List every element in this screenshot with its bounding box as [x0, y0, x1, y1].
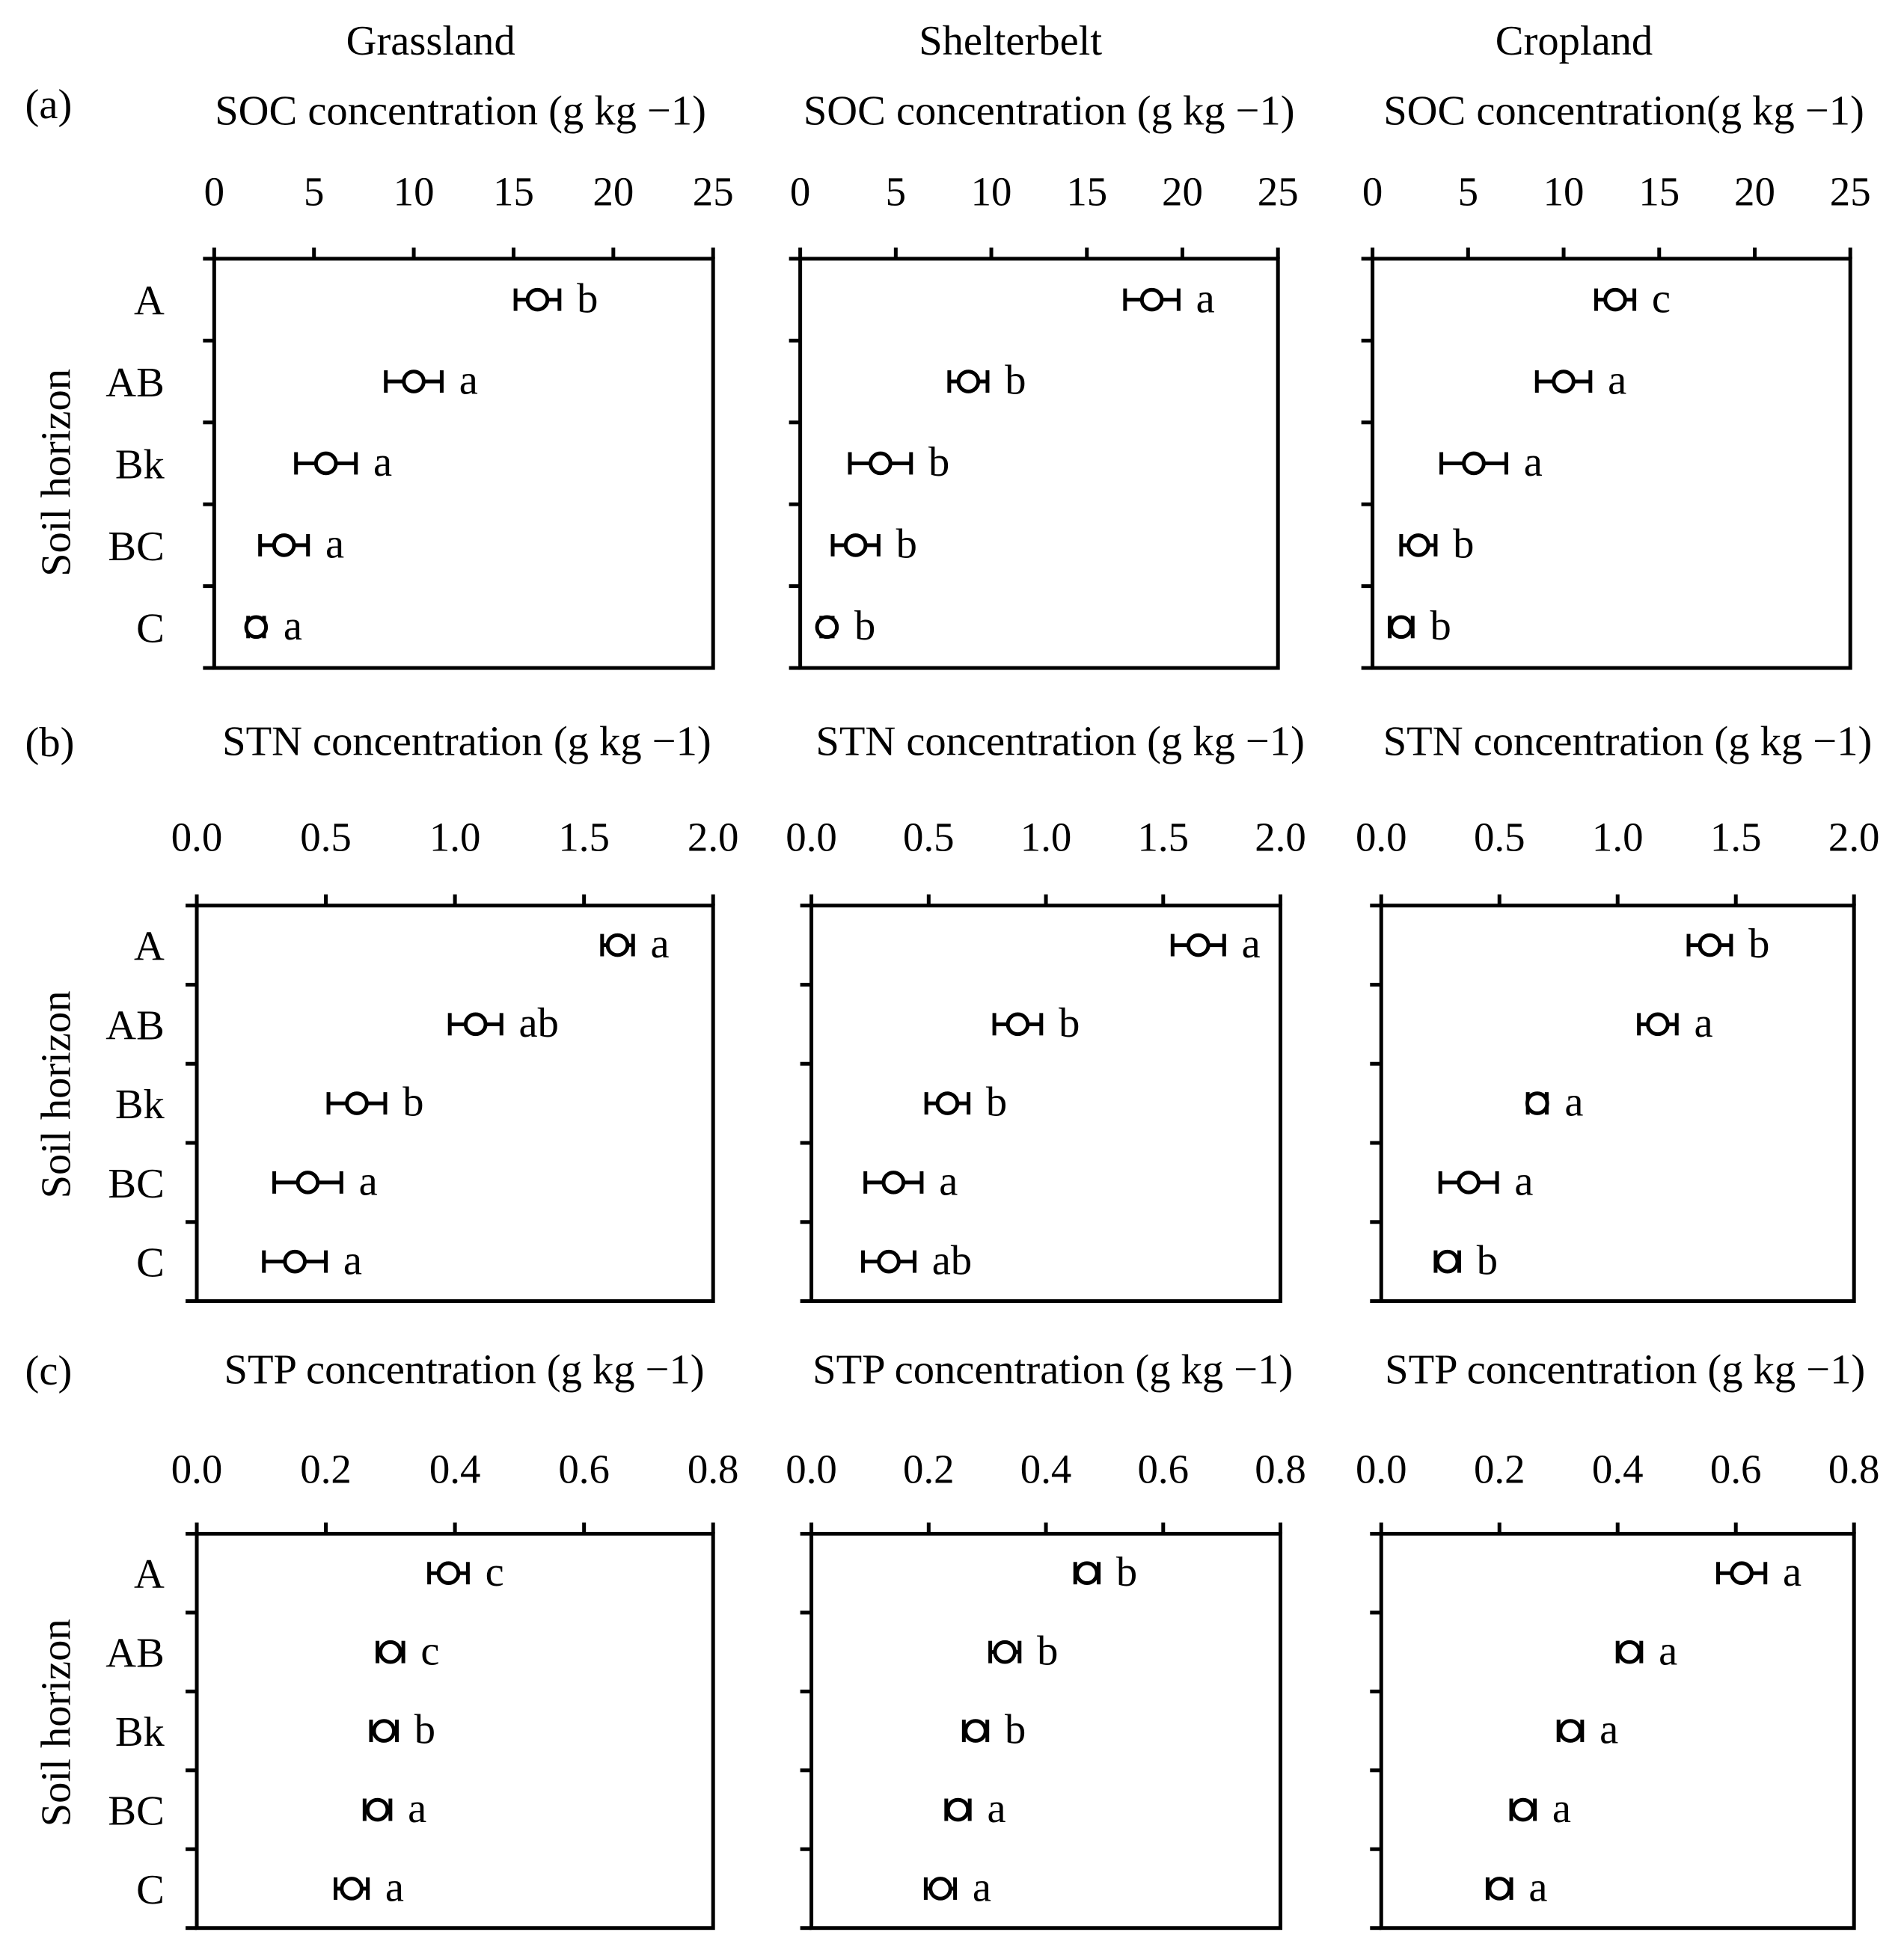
x-axis-title: SOC concentration (g kg −1) — [803, 88, 1295, 135]
data-point — [1459, 1173, 1479, 1193]
data-point — [958, 372, 979, 392]
data-point — [607, 935, 628, 955]
significance-letter: b — [1115, 1548, 1138, 1595]
x-tick-label: 0.6 — [1137, 1446, 1190, 1492]
data-point — [1437, 1251, 1457, 1272]
significance-letter: c — [420, 1628, 440, 1675]
panel-label: (c) — [25, 1347, 73, 1394]
data-point — [342, 1879, 362, 1899]
x-axis-title: STP concentration (g kg −1) — [1385, 1346, 1866, 1393]
column-title-grassland: Grassland — [346, 18, 515, 65]
significance-letter: a — [1196, 275, 1215, 322]
significance-letter: a — [325, 521, 345, 568]
significance-letter: a — [408, 1785, 427, 1833]
x-axis-title: STN concentration (g kg −1) — [815, 718, 1305, 765]
significance-letter: a — [1552, 1785, 1572, 1833]
significance-letter: b — [896, 521, 917, 568]
data-point — [1732, 1563, 1752, 1583]
x-tick-label: 25 — [1829, 168, 1871, 215]
x-axis-title: STP concentration (g kg −1) — [224, 1346, 705, 1393]
significance-letter: a — [358, 1158, 378, 1205]
x-tick-label: 0.2 — [300, 1446, 352, 1492]
x-tick-label: 0.4 — [429, 1446, 481, 1492]
data-point — [1392, 617, 1412, 637]
x-tick-label: 0.0 — [786, 814, 837, 860]
plot-frame — [1381, 906, 1854, 1301]
significance-letter: b — [985, 1079, 1008, 1126]
plot-frame — [812, 1534, 1281, 1928]
data-point — [879, 1251, 899, 1272]
significance-letter: a — [1241, 921, 1261, 968]
significance-letter: ab — [518, 999, 559, 1046]
significance-letter: ab — [931, 1237, 973, 1284]
data-point — [404, 372, 424, 392]
x-tick-label: 1.0 — [1020, 814, 1072, 860]
x-tick-label: 1.5 — [1137, 814, 1190, 860]
y-tick-label: C — [136, 1866, 165, 1913]
x-tick-label: 1.0 — [429, 814, 481, 860]
x-tick-label: 15 — [1638, 168, 1680, 215]
y-tick-label: Bk — [114, 1082, 165, 1129]
x-tick-label: 25 — [1257, 168, 1299, 215]
column-title-shelterbelt: Shelterbelt — [919, 18, 1103, 65]
x-tick-label: 0 — [203, 168, 225, 215]
data-point — [367, 1800, 388, 1820]
x-tick-label: 0.8 — [1828, 1446, 1880, 1492]
significance-letter: a — [1564, 1079, 1584, 1126]
data-point — [966, 1721, 986, 1741]
y-tick-label: A — [133, 1551, 165, 1598]
data-point — [1605, 289, 1626, 310]
x-tick-label: 2.0 — [1255, 814, 1306, 860]
significance-letter: a — [1514, 1158, 1534, 1205]
x-axis-title: SOC concentration (g kg −1) — [215, 88, 706, 135]
x-tick-label: 0 — [789, 168, 811, 215]
x-tick-label: 0.6 — [558, 1446, 610, 1492]
column-title-cropland: Cropland — [1495, 18, 1653, 65]
significance-letter: a — [1608, 357, 1627, 404]
data-point — [1561, 1721, 1581, 1741]
data-point — [995, 1642, 1015, 1662]
y-tick-label: AB — [105, 1630, 165, 1677]
significance-letter: a — [650, 921, 670, 968]
x-tick-label: 0.0 — [786, 1446, 837, 1492]
x-tick-label: 0.5 — [1473, 814, 1525, 860]
x-tick-label: 10 — [1543, 168, 1585, 215]
significance-letter: b — [1037, 1628, 1059, 1675]
y-tick-label: C — [136, 1239, 165, 1287]
x-tick-label: 0.0 — [171, 1446, 223, 1492]
significance-letter: a — [972, 1864, 991, 1911]
significance-letter: a — [459, 357, 478, 404]
data-point — [285, 1251, 305, 1272]
data-point — [1464, 453, 1484, 473]
data-point — [1648, 1014, 1668, 1034]
x-tick-label: 0.0 — [1355, 814, 1407, 860]
x-tick-label: 1.0 — [1591, 814, 1644, 860]
significance-letter: b — [854, 602, 876, 649]
data-point — [1142, 289, 1162, 310]
significance-letter: b — [1430, 602, 1451, 649]
x-tick-label: 2.0 — [687, 814, 739, 860]
significance-letter: b — [1748, 921, 1770, 968]
data-point — [1077, 1563, 1098, 1583]
significance-letter: a — [1782, 1548, 1802, 1595]
x-axis-title: STP concentration (g kg −1) — [812, 1346, 1294, 1393]
plot-frame — [812, 906, 1281, 1301]
significance-letter: b — [1059, 999, 1080, 1046]
data-point — [374, 1721, 394, 1741]
significance-letter: b — [1453, 521, 1475, 568]
y-tick-label: BC — [108, 1160, 165, 1207]
data-point — [871, 453, 891, 473]
significance-letter: a — [1528, 1864, 1548, 1911]
data-point — [937, 1094, 958, 1114]
y-axis-title: Soil horizon — [33, 990, 80, 1199]
x-tick-label: 20 — [593, 168, 634, 215]
data-point — [817, 617, 837, 637]
data-point — [1620, 1642, 1640, 1662]
data-point — [246, 617, 266, 637]
x-tick-label: 0.2 — [903, 1446, 955, 1492]
data-point — [1189, 935, 1209, 955]
data-point — [845, 536, 866, 556]
x-tick-label: 15 — [493, 168, 534, 215]
data-point — [1554, 372, 1574, 392]
significance-letter: c — [485, 1548, 504, 1595]
data-point — [1700, 935, 1720, 955]
x-tick-label: 1.5 — [1709, 814, 1762, 860]
significance-letter: b — [1004, 1706, 1026, 1753]
x-tick-label: 0.5 — [300, 814, 352, 860]
y-axis-title: Soil horizon — [33, 1619, 80, 1827]
data-point — [381, 1642, 401, 1662]
x-tick-label: 25 — [692, 168, 734, 215]
y-tick-label: C — [136, 605, 165, 652]
plot-frame — [197, 906, 713, 1301]
y-tick-label: BC — [108, 1788, 165, 1835]
x-axis-title: STN concentration (g kg −1) — [1383, 718, 1873, 765]
x-axis-title: STN concentration (g kg −1) — [222, 718, 711, 765]
significance-letter: a — [343, 1237, 362, 1284]
panel-label: (b) — [25, 720, 75, 767]
x-tick-label: 0.5 — [903, 814, 955, 860]
significance-letter: b — [402, 1079, 424, 1126]
x-tick-label: 15 — [1066, 168, 1108, 215]
y-tick-label: A — [133, 277, 165, 325]
x-tick-label: 0.0 — [171, 814, 223, 860]
significance-letter: a — [283, 602, 303, 649]
x-tick-label: 0.0 — [1355, 1446, 1407, 1492]
x-tick-label: 0.4 — [1020, 1446, 1072, 1492]
data-point — [1490, 1879, 1510, 1899]
y-tick-label: AB — [105, 360, 165, 407]
plot-frame — [197, 1534, 713, 1928]
x-tick-label: 5 — [303, 168, 325, 215]
significance-letter: a — [1600, 1706, 1619, 1753]
data-point — [527, 289, 548, 310]
data-point — [1527, 1094, 1547, 1114]
data-point — [1513, 1800, 1534, 1820]
significance-letter: a — [987, 1785, 1006, 1833]
significance-letter: b — [1476, 1237, 1499, 1284]
x-tick-label: 2.0 — [1828, 814, 1880, 860]
y-axis-title: Soil horizon — [33, 368, 80, 577]
data-point — [931, 1879, 951, 1899]
x-tick-label: 5 — [885, 168, 907, 215]
significance-letter: c — [1651, 275, 1671, 322]
y-tick-label: Bk — [114, 441, 165, 488]
x-axis-title: SOC concentration(g kg −1) — [1383, 88, 1864, 135]
significance-letter: a — [1694, 999, 1713, 1046]
data-point — [347, 1094, 367, 1114]
data-point — [298, 1173, 318, 1193]
x-tick-label: 0 — [1362, 168, 1383, 215]
data-point — [465, 1014, 486, 1034]
significance-letter: b — [414, 1706, 436, 1753]
x-tick-label: 0.8 — [687, 1446, 739, 1492]
data-point — [438, 1563, 459, 1583]
x-tick-label: 1.5 — [558, 814, 610, 860]
significance-letter: a — [939, 1158, 958, 1205]
x-tick-label: 0.8 — [1255, 1446, 1306, 1492]
x-tick-label: 10 — [393, 168, 435, 215]
x-tick-label: 10 — [970, 168, 1012, 215]
significance-letter: a — [385, 1864, 405, 1911]
significance-letter: b — [577, 275, 599, 322]
significance-letter: a — [1659, 1628, 1678, 1675]
significance-letter: b — [1005, 357, 1026, 404]
data-point — [316, 453, 336, 473]
panel-label: (a) — [25, 81, 73, 128]
y-tick-label: A — [133, 923, 165, 970]
x-tick-label: 20 — [1734, 168, 1775, 215]
data-point — [274, 536, 294, 556]
x-tick-label: 20 — [1162, 168, 1203, 215]
x-tick-label: 0.2 — [1473, 1446, 1525, 1492]
data-point — [1409, 536, 1429, 556]
y-tick-label: Bk — [114, 1709, 165, 1756]
y-tick-label: AB — [105, 1002, 165, 1049]
y-tick-label: BC — [108, 523, 165, 570]
significance-letter: a — [373, 439, 393, 486]
x-tick-label: 0.4 — [1591, 1446, 1644, 1492]
significance-letter: a — [1523, 439, 1543, 486]
data-point — [884, 1173, 904, 1193]
x-tick-label: 0.6 — [1709, 1446, 1762, 1492]
significance-letter: b — [928, 439, 950, 486]
data-point — [948, 1800, 968, 1820]
data-point — [1008, 1014, 1028, 1034]
x-tick-label: 5 — [1457, 168, 1479, 215]
